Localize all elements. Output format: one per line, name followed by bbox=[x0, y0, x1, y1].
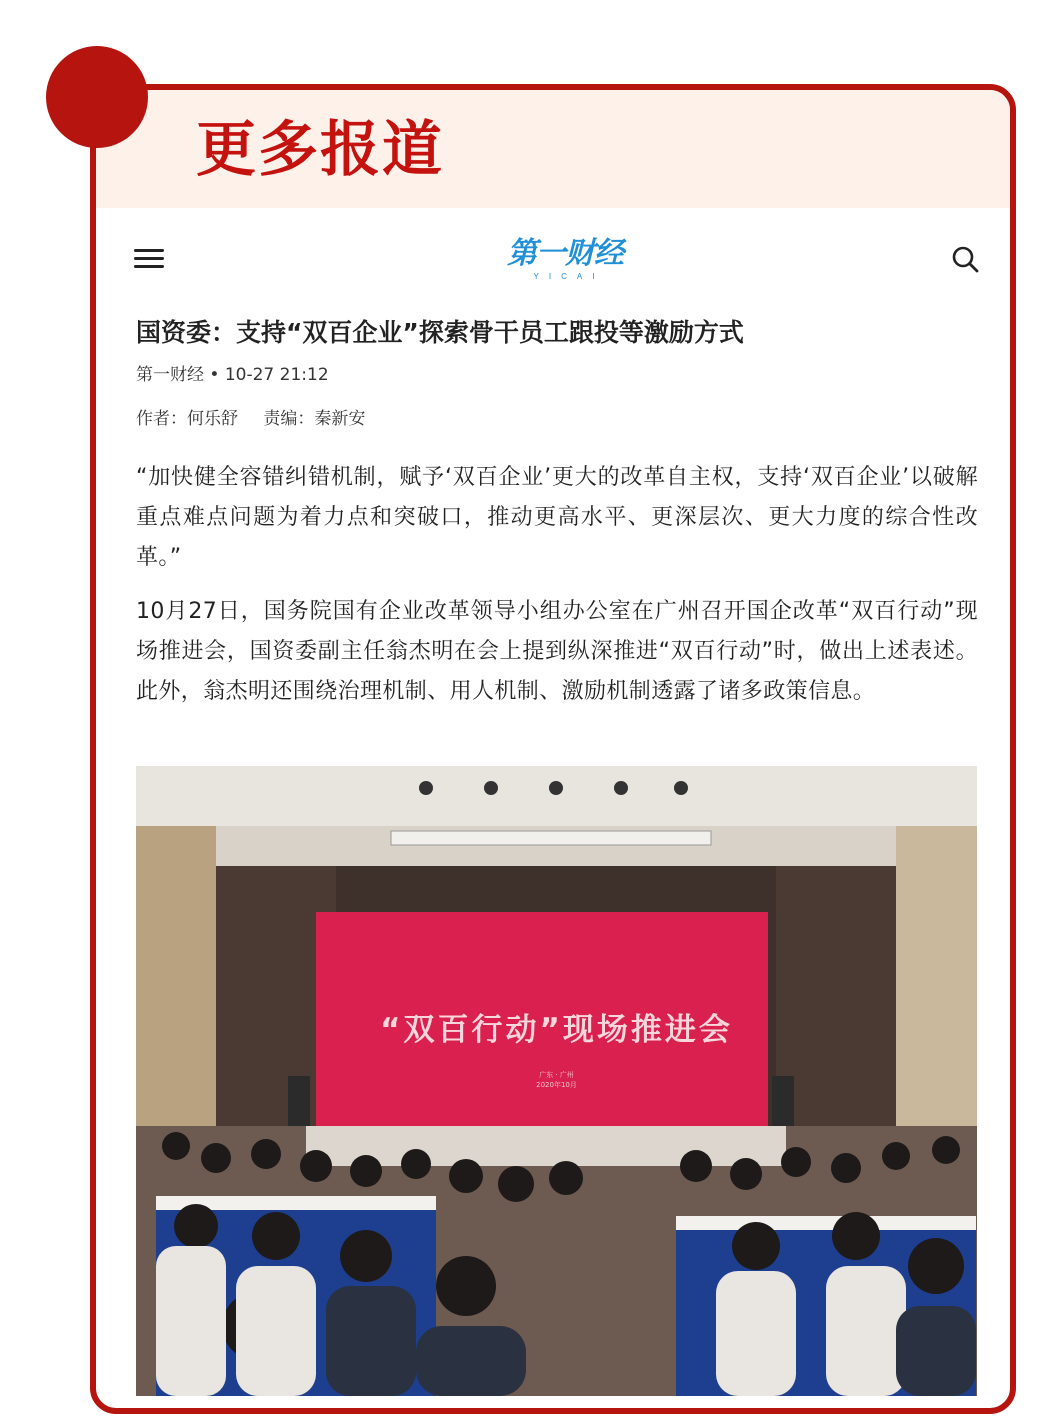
section-marker-dot bbox=[46, 46, 148, 148]
yicai-logo[interactable] bbox=[500, 236, 630, 286]
banner-location: 广东 · 广州 bbox=[539, 1071, 574, 1079]
banner-title: “双百行动”现场推进会 bbox=[380, 1012, 733, 1048]
author-label: 作者：何乐舒 bbox=[136, 409, 238, 429]
editor-label: 责编：秦新安 bbox=[263, 409, 366, 429]
logo-text: 第一财经 bbox=[507, 236, 623, 271]
article-meta bbox=[136, 363, 329, 387]
conference-photo[interactable] bbox=[136, 766, 977, 1396]
article-paragraph: “加快健全容错纠错机制，赋予‘双百企业’更大的改革自主权，支持‘双百企业’以破解重点难点问题为着力点和突破口，推动更高水平、更深层次、更大力度的综合性改革。” bbox=[136, 465, 978, 570]
banner-subtitle bbox=[136, 1070, 977, 1090]
banner-date: 2020年10月 bbox=[536, 1081, 577, 1089]
article-paragraph: 10月27日，国务院国有企业改革领导小组办公室在广州召开国企改革“双百行动”现场推进会，国资委副主任翁杰明在会上提到纵深推进“双百行动”时，做出上述表述。此外，翁杰明还围绕治理机制、用人机制、激励机制透露了诸多政策信息。 bbox=[136, 599, 978, 704]
section-title: 更多报道 bbox=[196, 115, 444, 185]
meta-separator: • bbox=[209, 365, 225, 385]
search-icon[interactable] bbox=[950, 244, 980, 274]
article-title[interactable]: 国资委：支持“双百企业”探索骨干员工跟投等激励方式 bbox=[136, 318, 744, 347]
article-datetime: 10-27 21:12 bbox=[224, 365, 329, 385]
article-authors bbox=[136, 407, 365, 431]
hamburger-menu-icon[interactable] bbox=[134, 247, 164, 271]
logo-subtext: YICAI bbox=[533, 272, 605, 281]
article-source[interactable]: 第一财经 bbox=[136, 365, 204, 385]
